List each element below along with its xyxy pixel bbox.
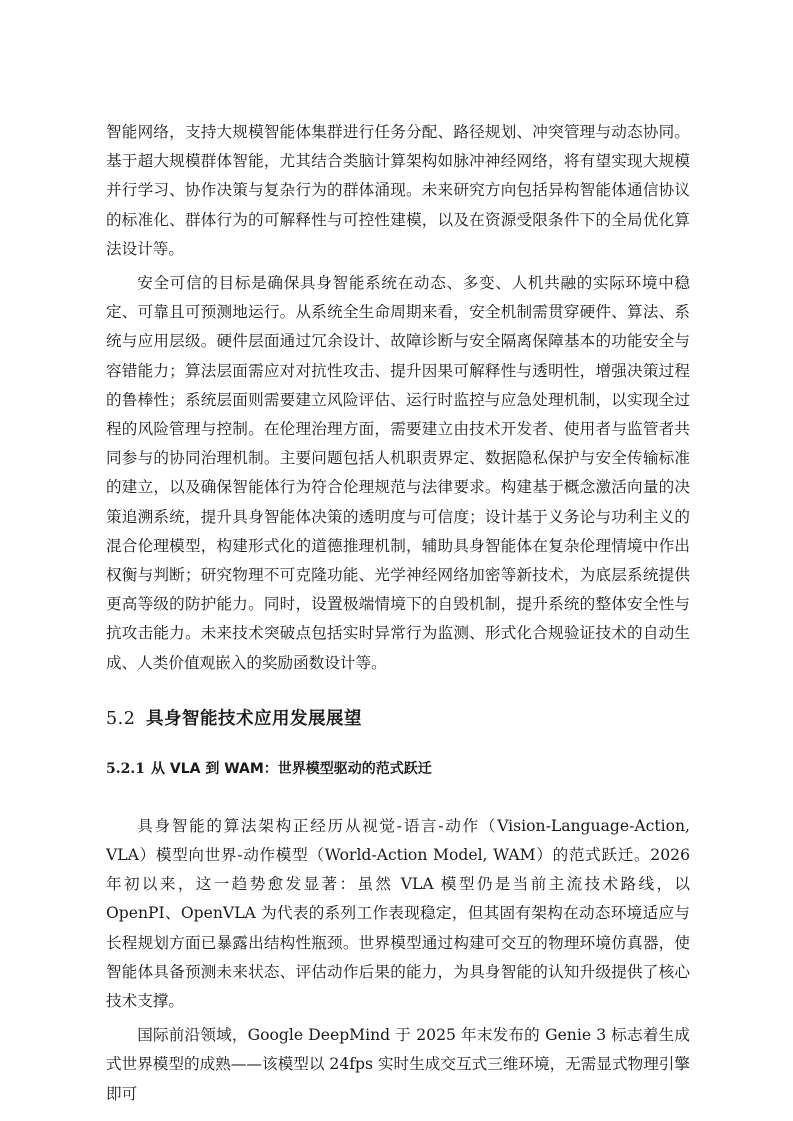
paragraph-swarm-intelligence: 智能网络，支持大规模智能体集群进行任务分配、路径规划、冲突管理与动态协同。基于超大规模群体智能，尤其结合类脑计算架构如脉冲神经网络，将有望实现大规模并行学习、协作决策与复杂行为的群体涌现。未来研究方向包括异构智能体通信协议的标准化、群体行为的可解释性与可控性建模，以及在资源受限条件下的全局优化算法设计等。 [106,123,690,258]
section-heading [106,704,690,734]
section-title: 具身智能技术应用发展展望 [146,708,362,729]
paragraph-vla-to-wam: 具身智能的算法架构正经历从视觉-语言-动作（Vision-Language-Action, VLA）模型向世界-动作模型（World-Action Model, WAM）的范式跃迁。2026 年初以来，这一趋势愈发显著：虽然 VLA 模型仍是当前主流技术路线，以 OpenPI、OpenVLA 为代表的系列工作表现稳定，但其固有架构在动态环境适应与长程规划方面已暴露出结构性瓶颈。世界模型通过构建可交互的物理环境仿真器，使智能体具备预测未来状态、评估动作后果的能力，为具身智能的认知升级提供了核心技术支撑。 [106,816,690,1011]
section-number: 5.2 [106,708,136,729]
subsection-number: 5.2.1 [106,760,145,777]
subsection-heading [106,756,690,782]
document-page [106,118,690,1109]
paragraph-international-frontier: 国际前沿领域，Google DeepMind 于 2025 年末发布的 Genie 3 标志着生成式世界模型的成熟——该模型以 24fps 实时生成交互式三维环境，无需显式物理引擎即可 [106,1026,690,1103]
paragraph-safety-trust: 安全可信的目标是确保具身智能系统在动态、多变、人机共融的实际环境中稳定、可靠且可预测地运行。从系统全生命周期来看，安全机制需贯穿硬件、算法、系统与应用层级。硬件层面通过冗余设计、故障诊断与安全隔离保障基本的功能安全与容错能力；算法层面需应对对抗性攻击、提升因果可解释性与透明性，增强决策过程的鲁棒性；系统层面则需要建立风险评估、运行时监控与应急处理机制，以实现全过程的风险管理与控制。在伦理治理方面，需要建立由技术开发者、使用者与监管者共同参与的协同治理机制。主要问题包括人机职责界定、数据隐私保护与安全传输标准的建立，以及确保智能体行为符合伦理规范与法律要求。构建基于概念激活向量的决策追溯系统，提升具身智能体决策的透明度与可信度；设计基于义务论与功利主义的混合伦理模型，构建形式化的道德推理机制，辅助具身智能体在复杂伦理情境中作出权衡与判断；研究物理不可克隆功能、光学神经网络加密等新技术，为底层系统提供更高等级的防护能力。同时，设置极端情境下的自毁机制，提升系统的整体安全性与抗攻击能力。未来技术突破点包括实时异常行为监测、形式化合规验证技术的自动生成、人类价值观嵌入的奖励函数设计等。 [106,274,690,672]
subsection-title: 从 VLA 到 WAM：世界模型驱动的范式跃迁 [151,760,432,777]
